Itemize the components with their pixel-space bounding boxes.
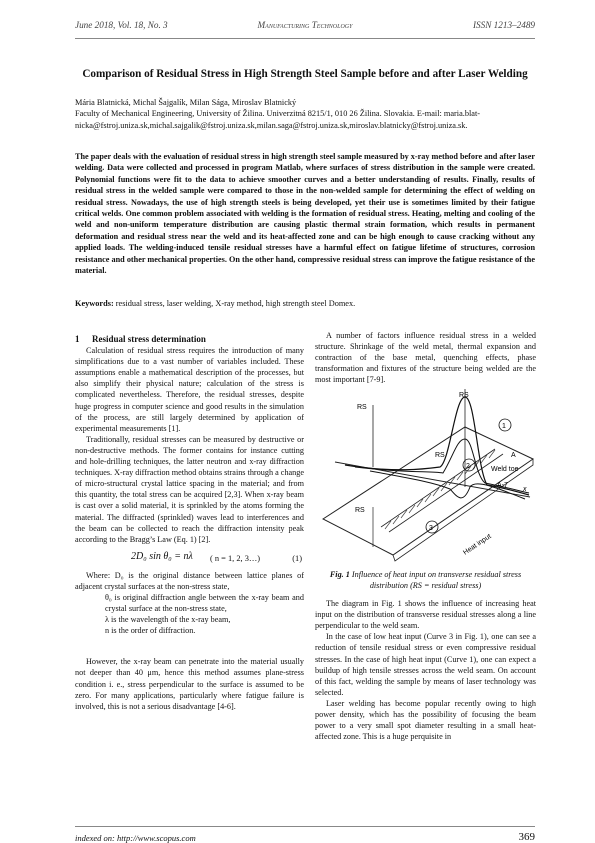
label-weld-toe: Weld toe <box>491 466 519 474</box>
page-number: 369 <box>518 831 535 843</box>
label-rs-top: RS <box>459 392 469 400</box>
weld-hatching <box>385 450 495 529</box>
label-a7: A-7 <box>497 482 508 490</box>
label-2: 2 <box>466 463 470 471</box>
paragraph: Where: D₀ is the original distance between lattice planes of adjacent crystal surfaces at the non-stress state, <box>75 570 304 591</box>
keywords <box>75 299 535 308</box>
paragraph: Laser welding has become popular recently owing to high power density, which has the possibility of focusing the beam power to a very small spot diameter resulting in a small heat-affected zone. This is a huge perquisite in <box>315 698 536 742</box>
author-block <box>75 97 535 131</box>
label-x: x <box>523 486 527 494</box>
plate-edge <box>393 459 533 561</box>
caption-text: Influence of heat input on transverse residual stress distribution (RS = residual stress) <box>349 570 522 591</box>
paragraph: However, the x-ray beam can penetrate into the material usually not deeper than 40 μm, hence this method assumes plane-stress condition i. e., stress perpendicular to the surface is assumed to be zero. For many applications, particularly where fatigue failure is involved, this is not a serious disadvantage [4-6]. <box>75 657 304 711</box>
figure-1-diagram <box>315 387 536 567</box>
keywords-label: Keywords: <box>75 299 114 308</box>
paragraph: λ is the wavelength of the x-ray beam, <box>105 615 231 625</box>
equation-number: (1) <box>292 553 302 563</box>
header-rule <box>75 38 535 39</box>
affiliation-line: nicka@fstroj.uniza.sk,michal.sajgalik@fstroj.uniza.sk,milan.saga@fstroj.uniza.sk,miroslav.blatnicky@fstroj.uniza.sk. <box>75 120 468 130</box>
section-heading <box>75 334 304 345</box>
journal-issue: June 2018, Vol. 18, No. 3 <box>75 20 168 30</box>
paragraph: In the case of low heat input (Curve 3 in Fig. 1), one can see a reduction of tensile residual stress or even compressive residual stresses. In the case of high heat input (Curve 1), one can expect a buildup of high tensile stresses across the weld seam. On account of this fact, welding the sample by means of laser technology was selected. <box>315 632 536 697</box>
weld-seam <box>381 449 503 532</box>
section-number: 1 <box>75 334 80 344</box>
footer-rule <box>75 826 535 827</box>
label-3: 3 <box>429 525 433 533</box>
right-column <box>315 330 536 742</box>
keywords-text: residual stress, laser welding, X-ray method, high strength steel Domex. <box>113 299 356 308</box>
paragraph: n is the order of diffraction. <box>105 626 196 636</box>
author-names: Mária Blatnická, Michal Šajgalík, Milan Sága, Miroslav Blatnický <box>75 98 297 107</box>
abstract: The paper deals with the evaluation of residual stress in high strength steel sample measured by x-ray method before and after laser welding. Data were collected and processed in program Matlab, where surfaces of stress distribution in the sample were created. Polynomial functions were fit to the data to achieve smoother curves and a better understanding of results. Finally, results of residual stress in the welded sample were compared to those in the non-welded sample for determining the effect of welding on residual stress. Nowadays, the use of high strength steels is being developed, yet their use is sometimes limited by their fatigue critical welds. One common problem associated with welding is the formation of residual stress. Heating, melting and cooling of the weld and non-uniform temperature distribution are causing plastic thermal strain formation, which results in permanent deformation and residual stress near the weld and its heat-affected zone and can be high enough to cause cracking without any applied loads. The welding-induced tensile residual stresses have a harmful effect on fatigue lifetime of structures, corrosion resistance and other mechanical properties. On the other hand, compressive residual stress can improve the fatigue resistance of the material. <box>75 152 535 276</box>
index-note: indexed on: http://www.scopus.com <box>75 833 196 843</box>
label-rs-mid: RS <box>435 452 445 460</box>
caption-label: Fig. 1 <box>329 570 350 580</box>
affiliation-line: Faculty of Mechanical Engineering, University of Žilina. Univerzitná 8215/1, 010 26 Žilina. Slovakia. E-mail: maria.blat- <box>75 109 481 119</box>
plate-outline <box>323 427 533 558</box>
figure-caption <box>315 570 536 592</box>
paragraph: A number of factors influence residual stress in a welded structure. Shrinkage of the weld metal, thermal expansion and contraction of the base metal, quenching effects, phase transformation and fixtures of the structure being welded are the most important [7-9]. <box>315 331 536 385</box>
section-title: Residual stress determination <box>92 334 206 344</box>
paragraph: Traditionally, residual stresses can be measured by destructive or non-destructive methods. The former contains for instance cutting and hole-drilling techniques, the latter neutron and x-ray diffraction techniques. X-ray diffraction method obtains strains through a change of micro-structural crystal lattice spacing in the material; and from this quantity, the total stress can be acquired [2,3]. When x-ray beam is cast over a solid material, it is sprinkled by the atoms forming the material. The diffracted (sprinkled) waves lead to interferences and the beam can be collected to reach the diffraction intensity peak according to the Bragg’s Law (Eq. 1) [2]. <box>75 434 304 544</box>
paper-title: Comparison of Residual Stress in High Strength Steel Sample before and after Laser Welding <box>82 68 528 80</box>
equation-bragg <box>75 549 304 567</box>
label-rs-left: RS <box>357 404 367 412</box>
journal-name: Manufacturing Technology <box>257 20 353 30</box>
running-header <box>75 20 535 34</box>
label-heat-input: Heat input <box>462 533 493 558</box>
paragraph: θ₀ is original diffraction angle between the x-ray beam and crystal surface at the non-stress state, <box>105 592 304 614</box>
label-rs-bottom: RS <box>355 507 365 515</box>
label-1: 1 <box>502 423 506 431</box>
paragraph: The diagram in Fig. 1 shows the influence of increasing heat input on the distribution of transverse residual stresses along a line perpendicular to the weld seam. <box>315 599 536 631</box>
left-column <box>75 334 304 712</box>
equation-range: ( n = 1, 2, 3…) <box>210 553 261 563</box>
paragraph: Calculation of residual stress requires the introduction of many simplifications due to a vast number of variables included. These assumptions enable a mathematical description of the processes, but also simplify their physical nature; calculation of the stress is complicated nevertheless. Therefore, the residual stresses, despite huge progress in computer science and good results in the simulation of the process, are still largely determined by application of experimental measurements [1]. <box>75 346 304 433</box>
issn: ISSN 1213–2489 <box>472 20 535 30</box>
label-a: A <box>511 452 516 460</box>
equation-formula: 2D₀ sin θ₀ = nλ <box>131 550 193 562</box>
